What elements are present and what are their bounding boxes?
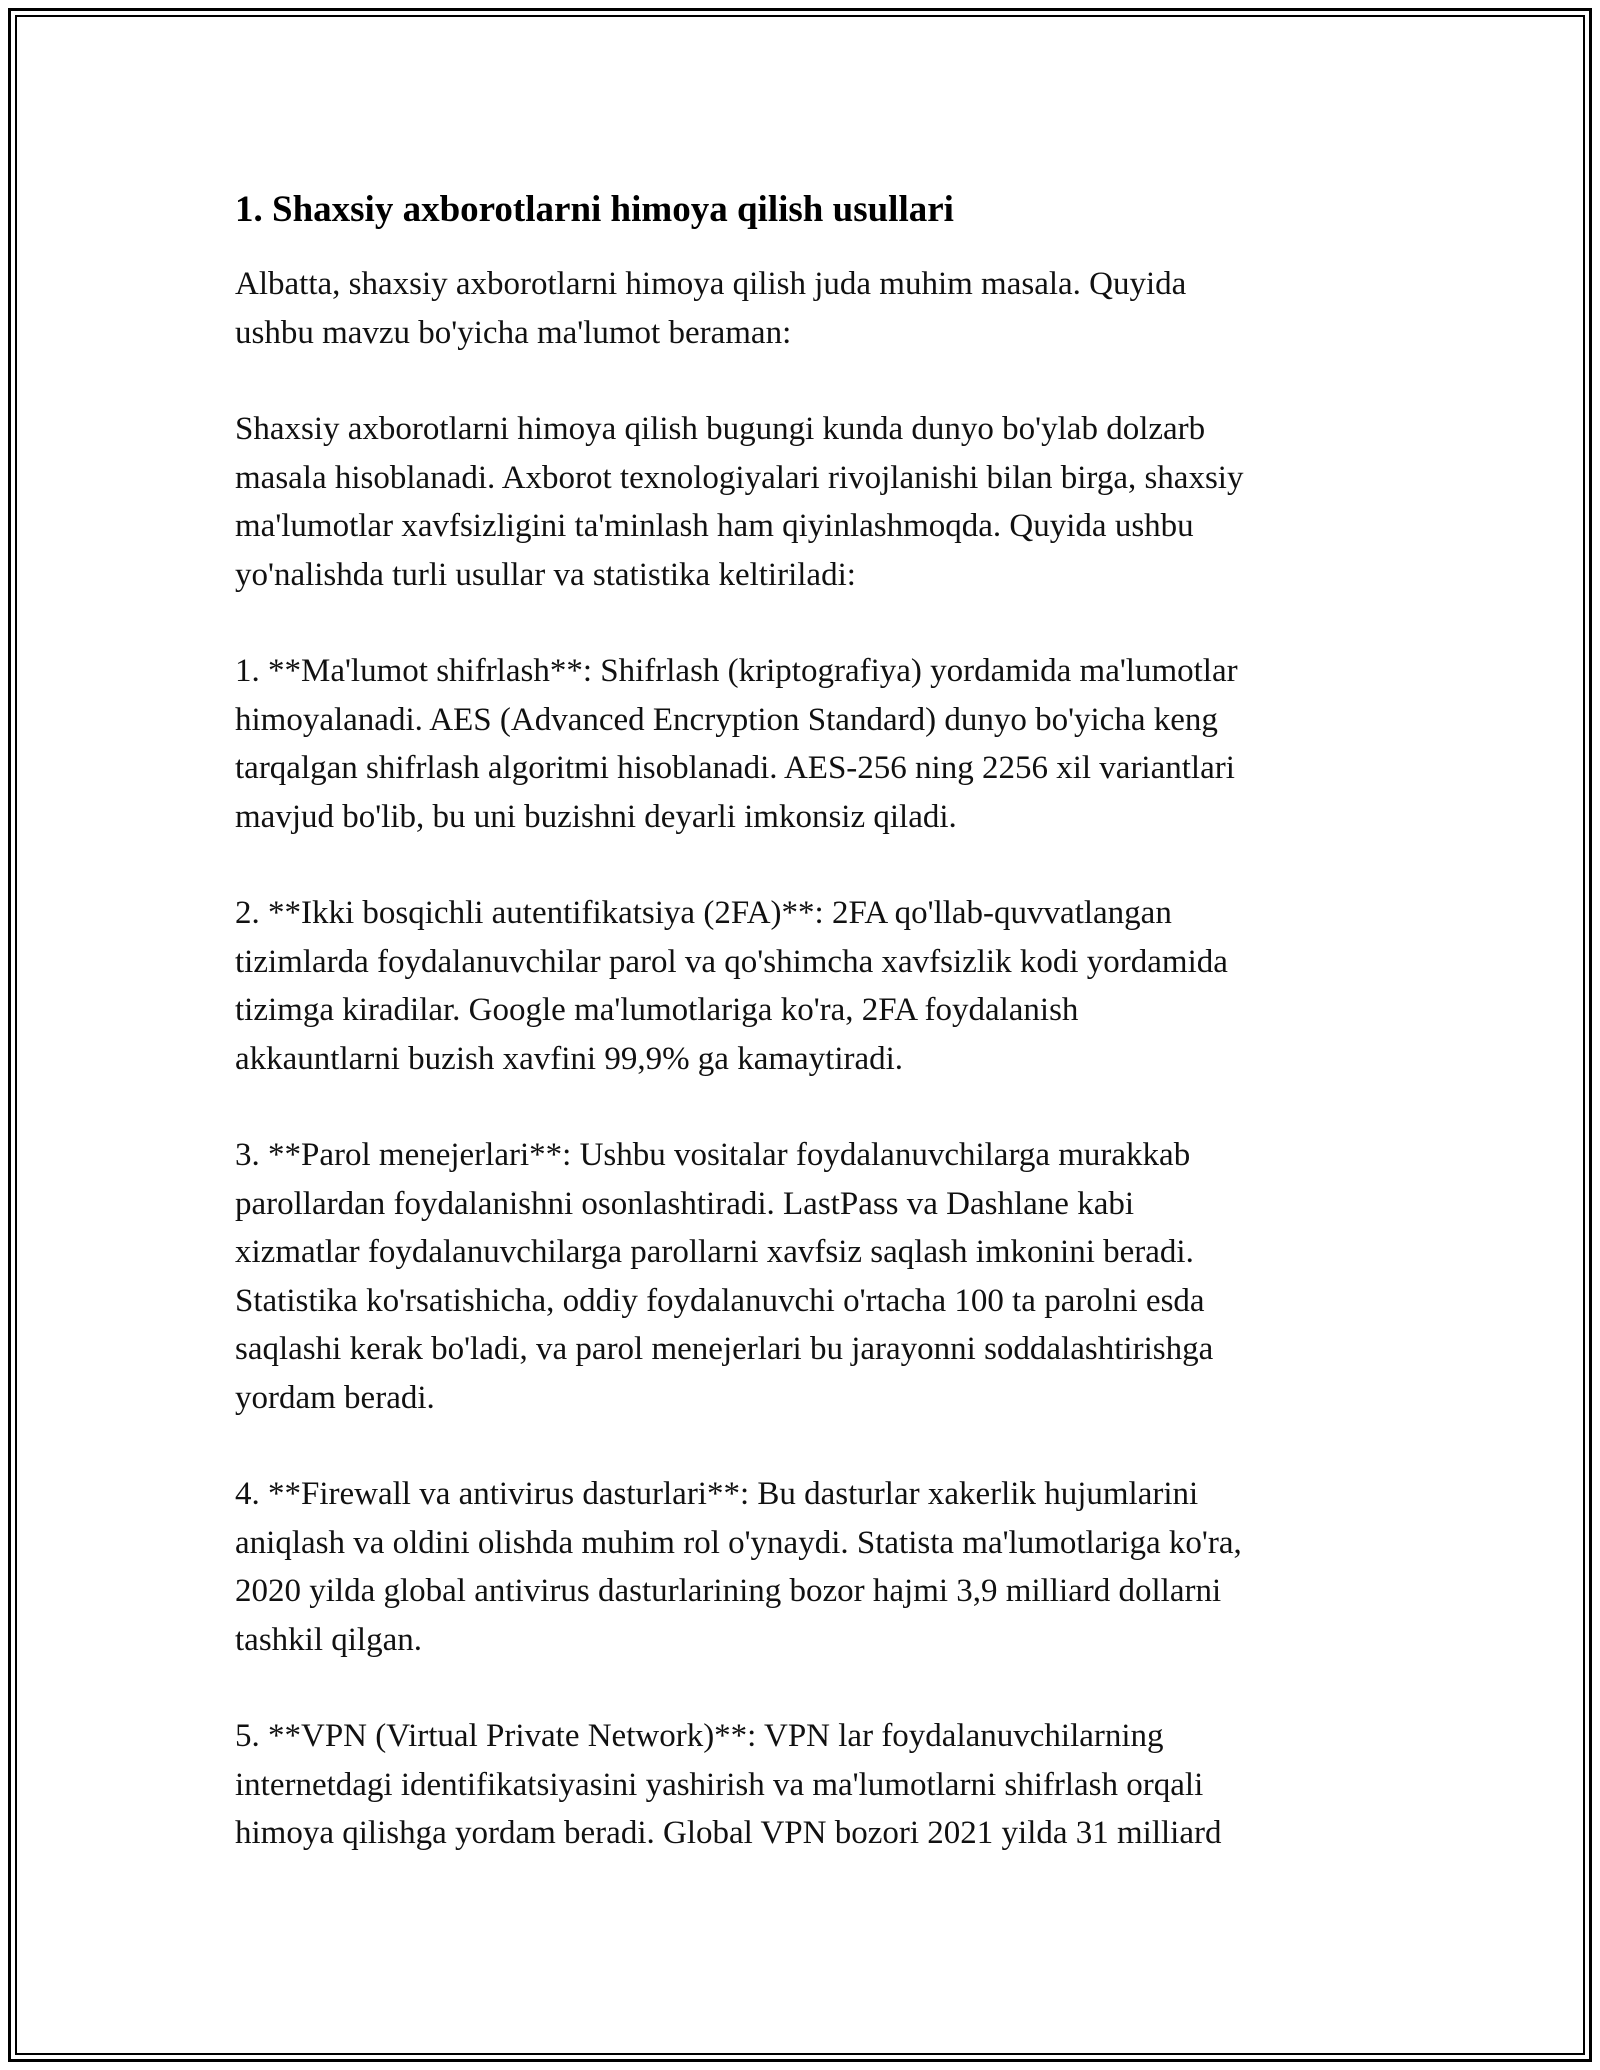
intro-paragraph: Albatta, shaxsiy axborotlarni himoya qilish juda muhim masala. Quyida ushbu mavzu bo'yicha ma'lumot beraman: [235,266,1187,351]
list-item-firewall-antivirus: 4. **Firewall va antivirus dasturlari**: Bu dasturlar xakerlik hujumlarini aniqlash va oldini olishda muhim rol o'ynaydi. Statista ma'lumotlariga ko'ra, 2020 yilda global antivirus dasturlarining bozor hajmi 3,9 milliard dollarni tashkil qilgan. [235,1476,1242,1658]
document-heading: 1. Shaxsiy axborotlarni himoya qilish usullari [235,189,954,230]
document-body [235,186,1375,1906]
list-item-2fa: 2. **Ikki bosqichli autentifikatsiya (2FA)**: 2FA qo'llab-quvvatlangan tizimlarda foydalanuvchilar parol va qo'shimcha xavfsizlik kodi yordamida tizimga kiradilar. Google ma'lumotlariga ko'ra, 2FA foydalanish akkauntlarni buzish xavfini 99,9% ga kamaytiradi. [235,895,1228,1077]
context-paragraph: Shaxsiy axborotlarni himoya qilish bugungi kunda dunyo bo'ylab dolzarb masala hisoblanadi. Axborot texnologiyalari rivojlanishi bilan birga, shaxsiy ma'lumotlar xavfsizligini ta'minlash ham qiyinlashmoqda. Quyida ushbu yo'nalishda turli usullar va statistika keltiriladi: [235,411,1244,593]
list-item-password-managers: 3. **Parol menejerlari**: Ushbu vositalar foydalanuvchilarga murakkab parollardan foydalanishni osonlashtiradi. LastPass va Dashlane kabi xizmatlar foydalanuvchilarga parollarni xavfsiz saqlash imkonini beradi. Statistika ko'rsatishicha, oddiy foydalanuvchi o'rtacha 100 ta parolni esda saqlashi kerak bo'ladi, va parol menejerlari bu jarayonni soddalashtirishga yordam beradi. [235,1137,1214,1416]
list-item-encryption: 1. **Ma'lumot shifrlash**: Shifrlash (kriptografiya) yordamida ma'lumotlar himoyalanadi. AES (Advanced Encryption Standard) dunyo bo'yicha keng tarqalgan shifrlash algoritmi hisoblanadi. AES-256 ning 2256 xil variantlari mavjud bo'lib, bu uni buzishni deyarli imkonsiz qiladi. [235,653,1238,835]
list-item-vpn: 5. **VPN (Virtual Private Network)**: VPN lar foydalanuvchilarning internetdagi identifikatsiyasini yashirish va ma'lumotlarni shifrlash orqali himoya qilishga yordam beradi. Global VPN bozori 2021 yilda 31 milliard [235,1718,1222,1851]
